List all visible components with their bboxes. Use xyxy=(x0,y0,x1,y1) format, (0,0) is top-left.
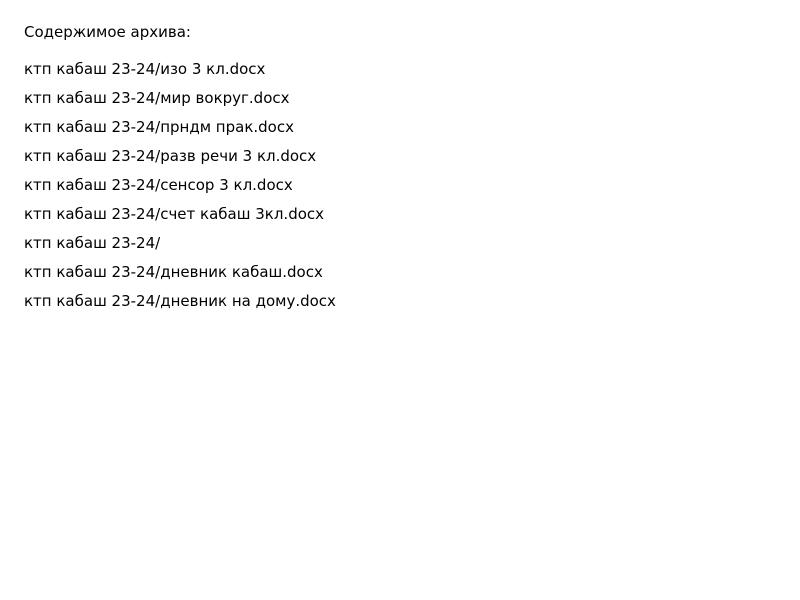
list-item: ктп кабаш 23-24/разв речи 3 кл.docx xyxy=(24,147,317,165)
list-item: ктп кабаш 23-24/дневник на дому.docx xyxy=(24,292,336,310)
list-item: ктп кабаш 23-24/дневник кабаш.docx xyxy=(24,263,323,281)
list-item: ктп кабаш 23-24/мир вокруг.docx xyxy=(24,89,290,107)
list-item: ктп кабаш 23-24/изо 3 кл.docx xyxy=(24,60,266,78)
archive-file-list xyxy=(24,55,776,316)
archive-contents-heading: Содержимое архива: xyxy=(24,23,191,41)
list-item: ктп кабаш 23-24/сенсор 3 кл.docx xyxy=(24,176,293,194)
list-item: ктп кабаш 23-24/ xyxy=(24,234,161,252)
list-item: ктп кабаш 23-24/счет кабаш 3кл.docx xyxy=(24,205,325,223)
list-item: ктп кабаш 23-24/прндм прак.docx xyxy=(24,118,294,136)
